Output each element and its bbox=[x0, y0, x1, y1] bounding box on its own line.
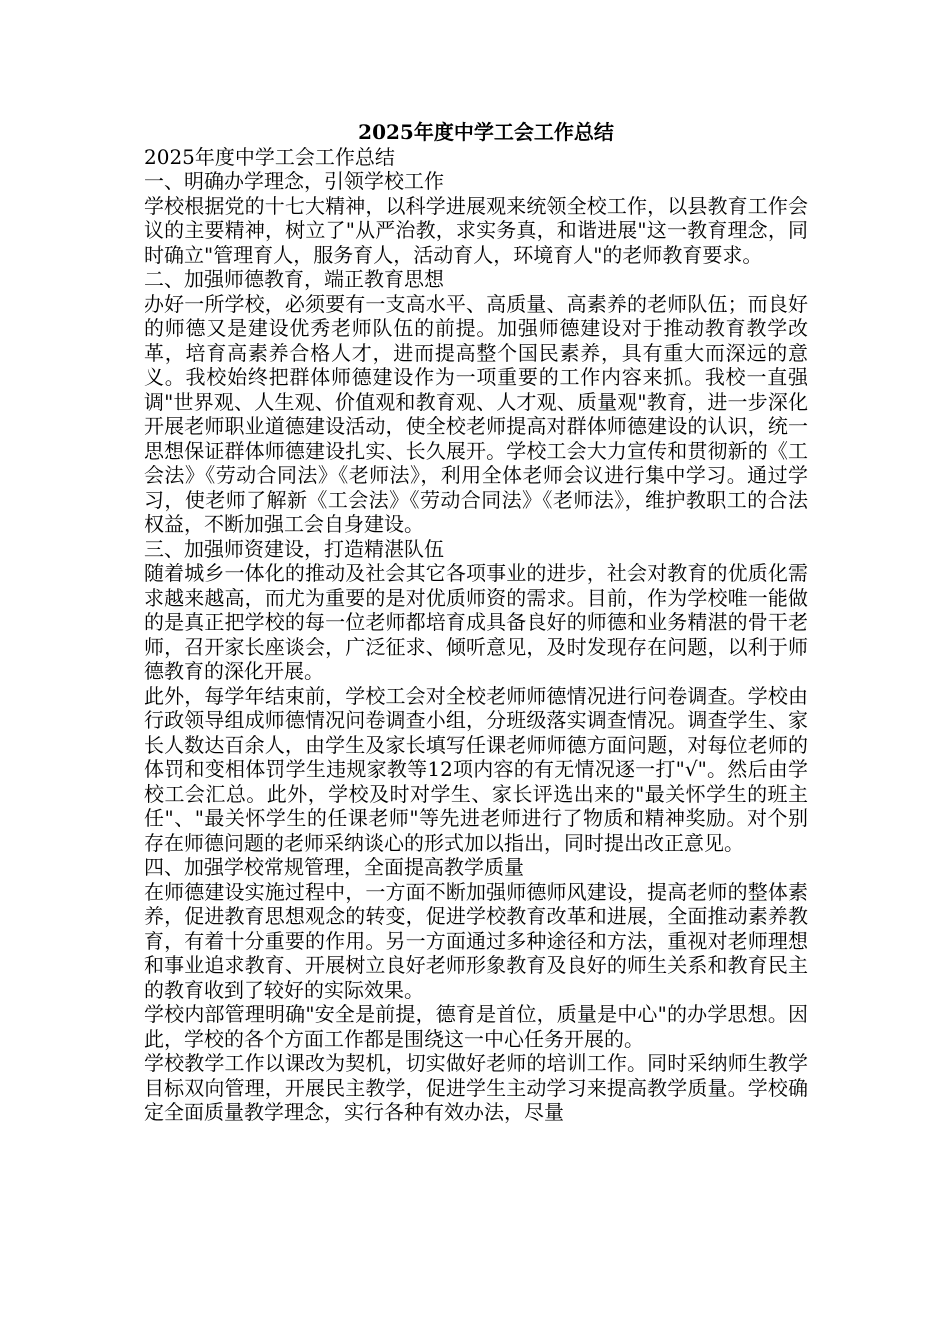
paragraph: 学校教学工作以课改为契机，切实做好老师的培训工作。同时采纳师生教学目标双向管理，开展民主教学，促进学生主动学习来提高教学质量。学校确定全面质量教学理念，实行各种有效办法，尽量 bbox=[144, 1051, 808, 1124]
paragraph: 办好一所学校，必须要有一支高水平、高质量、高素养的老师队伍；而良好的师德又是建设优秀老师队伍的前提。加强师德建设对于推动教育教学改革，培育高素养合格人才，进而提高整个国民素养，具有重大而深远的意义。我校始终把群体师德建设作为一项重要的工作内容来抓。我校一直强调"世界观、人生观、价值观和教育观、人才观、质量观"教育，进一步深化开展老师职业道德建设活动，使全校老师提高对群体师德建设的认识，统一思想保证群体师德建设扎实、长久展开。学校工会大力宣传和贯彻新的《工会法》《劳动合同法》《老师法》，利用全体老师会议进行集中学习。通过学习，使老师了解新《工会法》《劳动合同法》《老师法》，维护教职工的合法权益，不断加强工会自身建设。 bbox=[144, 291, 808, 536]
document-title: 2025年度中学工会工作总结 bbox=[358, 120, 614, 144]
section-heading: 三、加强师资建设，打造精湛队伍 bbox=[144, 536, 444, 561]
paragraph: 此外，每学年结束前，学校工会对全校老师师德情况进行问卷调查。学校由行政领导组成师德情况问卷调查小组，分班级落实调查情况。调查学生、家长人数达百余人，由学生及家长填写任课老师师德方面问题，对每位老师的体罚和变相体罚学生违规家教等12项内容的有无情况逐一打"√"。然后由学校工会汇总。此外，学校及时对学生、家长评选出来的"最关怀学生的班主任"、"最关怀学生的任课老师"等先进老师进行了物质和精神奖励。对个别存在师德问题的老师采纳谈心的形式加以指出，同时提出改正意见。 bbox=[144, 683, 808, 855]
paragraph: 学校内部管理明确"安全是前提，德育是首位，质量是中心"的办学思想。因此，学校的各个方面工作都是围绕这一中心任务开展的。 bbox=[144, 1002, 808, 1051]
paragraph: 在师德建设实施过程中，一方面不断加强师德师风建设，提高老师的整体素养，促进教育思想观念的转变，促进学校教育改革和进展，全面推动素养教育，有着十分重要的作用。另一方面通过多种途径和方法，重视对老师理想和事业追求教育、开展树立良好老师形象教育及良好的师生关系和教育民主的教育收到了较好的实际效果。 bbox=[144, 879, 808, 1002]
section-heading: 一、明确办学理念，引领学校工作 bbox=[144, 169, 444, 193]
paragraph: 随着城乡一体化的推动及社会其它各项事业的进步，社会对教育的优质化需求越来越高，而尤为重要的是对优质师资的需求。目前，作为学校唯一能做的是真正把学校的每一位老师都培育成具备良好的师德和业务精湛的骨干老师，召开家长座谈会，广泛征求、倾听意见，及时发现存在问题，以利于师德教育的深化开展。 bbox=[144, 561, 808, 683]
section-heading: 四、加强学校常规管理，全面提高教学质量 bbox=[144, 855, 524, 879]
paragraph: 学校根据党的十七大精神，以科学进展观来统领全校工作，以县教育工作会议的主要精神，树立了"从严治教，求实务真，和谐进展"这一教育理念，同时确立"管理育人，服务育人，活动育人，环境育人"的老师教育要求。 bbox=[144, 193, 808, 267]
document-page bbox=[144, 120, 808, 1125]
section-heading: 二、加强师德教育，端正教育思想 bbox=[144, 267, 444, 291]
document-subtitle: 2025年度中学工会工作总结 bbox=[144, 144, 395, 169]
